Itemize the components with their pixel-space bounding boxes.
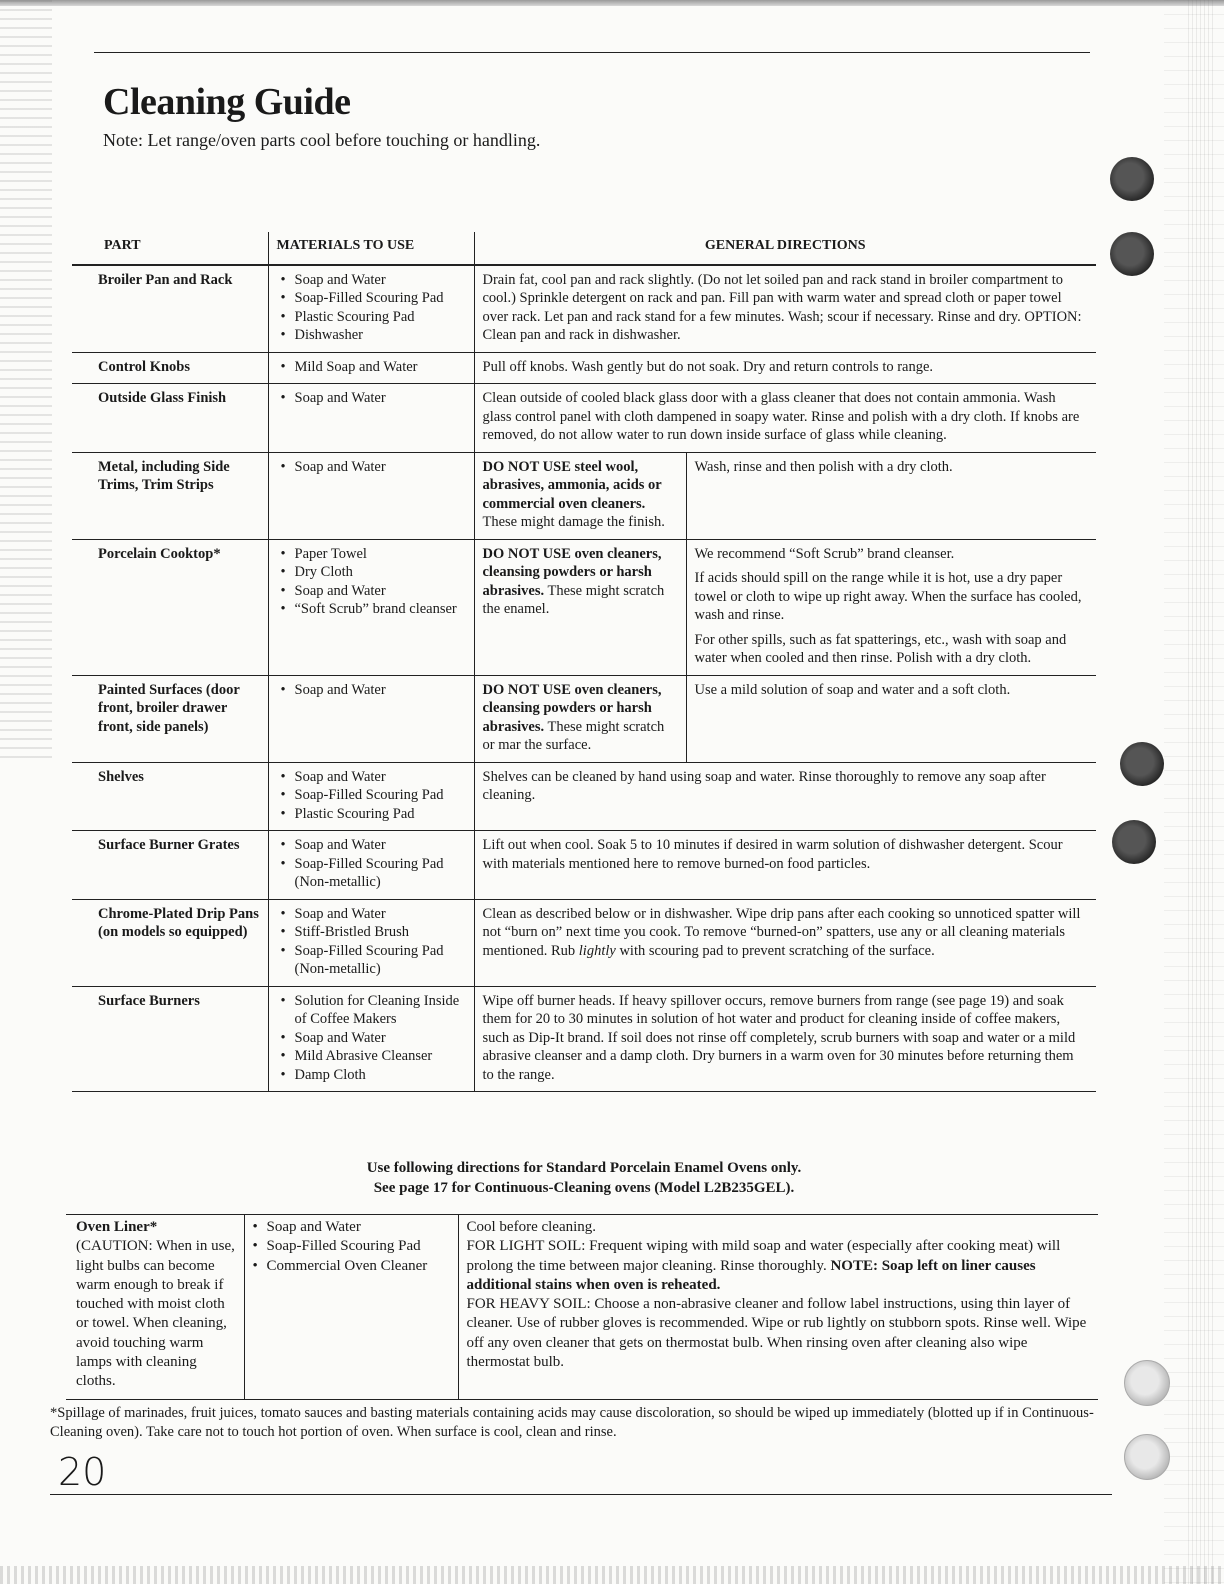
liner-caution: (CAUTION: When in use, light bulbs can become warm enough to break if touched with moist cloth or towel. When cleaning, avoid touching warm lamps with cleaning cloths.	[76, 1238, 235, 1390]
oven-liner-table	[66, 1214, 1098, 1400]
directions-emphasis: lightly	[578, 942, 616, 959]
header-materials: MATERIALS TO USE	[268, 232, 474, 265]
row-materials	[268, 675, 474, 762]
row-materials	[268, 539, 474, 675]
row-materials	[268, 352, 474, 384]
scan-right-edge	[1188, 0, 1216, 1584]
material-item: • Soap and Water	[281, 836, 466, 855]
binder-hole	[1124, 1360, 1170, 1406]
row-materials	[268, 265, 474, 353]
table-row	[72, 762, 1096, 831]
binder-hole	[1124, 1434, 1170, 1480]
row-materials	[268, 899, 474, 986]
binder-hole	[1112, 820, 1156, 864]
warning-text: These might damage the finish.	[482, 514, 665, 530]
row-directions: Pull off knobs. Wash gently but do not soak. Dry and return controls to range.	[474, 352, 1096, 384]
material-item: • Dishwasher	[281, 326, 466, 345]
direction-paragraph: If acids should spill on the range while it is hot, use a dry paper towel or cloth to wipe up right away. When the surface has cooled, wash and rinse.	[694, 570, 1082, 623]
material-item: • Soap and Water	[253, 1218, 450, 1237]
material-item: • Soap and Water	[281, 389, 466, 408]
material-item: • Soap and Water	[281, 582, 466, 601]
material-item: • Plastic Scouring Pad	[281, 805, 466, 824]
table-row	[72, 539, 1096, 675]
material-item: • Paper Towel	[281, 545, 466, 564]
table-row	[72, 899, 1096, 986]
material-item: • Soap-Filled Scouring Pad (Non-metallic)	[281, 855, 466, 892]
row-directions: Wash, rinse and then polish with a dry cloth.	[686, 452, 1096, 539]
row-materials	[268, 831, 474, 900]
warning-bold: DO NOT USE steel wool, abrasives, ammonia, acids or commercial oven cleaners.	[482, 458, 662, 512]
row-directions: Drain fat, cool pan and rack slightly. (Do not let soiled pan and rack stand in broiler compartment to cool.) Sprinkle detergent on rack and pan. Fill pan with warm water and spread cloth or paper towel over rack. Let pan and rack stand for a few minutes. Wash; scour if necessary. Rinse and dry. OPTION: Clean pan and rack in dishwasher.	[474, 265, 1096, 353]
row-part: Surface Burners	[98, 992, 200, 1009]
warning-text: These might scratch or mar the surface.	[482, 718, 665, 753]
scan-top-edge	[0, 0, 1224, 6]
row-directions: Clean outside of cooled black glass door with a glass cleaner that does not contain ammonia. Wash glass control panel with cloth dampened in soapy water. Rinse and polish with a dry cloth. If knobs are removed, do not allow water to run down inside surface of glass while cleaning.	[474, 384, 1096, 453]
material-item: • Dry Cloth	[281, 563, 466, 582]
table-row	[72, 265, 1096, 353]
material-item: • Mild Abrasive Cleanser	[281, 1047, 466, 1066]
table-row	[72, 831, 1096, 900]
row-warning	[474, 452, 686, 539]
row-materials	[268, 762, 474, 831]
table-row	[72, 452, 1096, 539]
top-rule	[94, 52, 1090, 53]
directions-text: with scouring pad to prevent scratching of the surface.	[615, 942, 935, 959]
header-directions: GENERAL DIRECTIONS	[474, 232, 1096, 265]
liner-part-title: Oven Liner*	[76, 1219, 158, 1235]
table-header-row	[72, 232, 1096, 265]
table-row	[72, 986, 1096, 1092]
header-part: PART	[104, 238, 141, 253]
table-row	[72, 675, 1096, 762]
material-item: • Soap-Filled Scouring Pad	[281, 289, 466, 308]
scan-left-margin	[0, 0, 52, 760]
row-part: Porcelain Cooktop*	[98, 545, 221, 562]
row-materials	[268, 452, 474, 539]
material-item: • Soap and Water	[281, 1029, 466, 1048]
row-part: Broiler Pan and Rack	[98, 271, 233, 288]
footnote: *Spillage of marinades, fruit juices, tomato sauces and basting materials containing acids may cause discoloration, so should be wiped up immediately (blotted up if in Continuous-Cleaning oven). Take care not to touch hot portion of oven. When surface is cool, clean and rinse.	[50, 1405, 1094, 1440]
row-part: Outside Glass Finish	[98, 390, 227, 406]
direction-paragraph: For other spills, such as fat spatterings, etc., wash with soap and water when cooled and then rinse. Polish with a dry cloth.	[694, 631, 1067, 666]
warning-text: These might scratch the enamel.	[482, 582, 665, 617]
row-directions: Wipe off burner heads. If heavy spillover occurs, remove burners from range (see page 19) and soak them for 20 to 30 minutes in solution of hot water and product for cleaning inside of coffee makers, such as Dip-It brand. If soil does not rinse off completely, scrub burners with soap and water or a mild abrasive cleanser and a damp cloth. Dry burners in a warm oven for 30 minutes before returning them to the range.	[474, 986, 1096, 1092]
row-directions	[474, 899, 1096, 986]
page-number: 20	[58, 1450, 107, 1494]
liner-direction-line: Cool before cleaning.	[466, 1219, 597, 1235]
binder-hole	[1110, 232, 1154, 276]
directions-text: Clean as described below or in dishwasher. Wipe drip pans after each cooking so unnoticed spatter will not “burn on” next time you cook. To remove “burned-on” spatters, use any or all cleaning materials mentioned. Rub	[482, 905, 1081, 959]
row-materials	[268, 384, 474, 453]
oven-type-note-line: Use following directions for Standard Porcelain Enamel Ovens only.	[366, 1160, 802, 1176]
row-part: Painted Surfaces (door front, broiler drawer front, side panels)	[98, 681, 240, 735]
table-row	[72, 384, 1096, 453]
row-warning	[474, 675, 686, 762]
row-directions: Use a mild solution of soap and water and a soft cloth.	[686, 675, 1096, 762]
row-directions: Shelves can be cleaned by hand using soap and water. Rinse thoroughly to remove any soap after cleaning.	[474, 762, 1096, 831]
row-warning	[474, 539, 686, 675]
liner-light-soil	[467, 1237, 1091, 1295]
oven-type-note-line: See page 17 for Continuous-Cleaning ovens (Model L2B235GEL).	[373, 1180, 795, 1196]
row-part: Metal, including Side Trims, Trim Strips	[98, 458, 230, 493]
liner-light-soil-text: FOR LIGHT SOIL: Frequent wiping with mild soap and water (especially after cooking meat) will prolong the time between major cleaning. Rinse thoroughly.	[466, 1238, 1061, 1274]
material-item: • Soap and Water	[281, 271, 466, 290]
binder-hole	[1120, 742, 1164, 786]
material-item: • Soap-Filled Scouring Pad	[281, 786, 466, 805]
row-part: Surface Burner Grates	[98, 837, 240, 853]
material-item: • Damp Cloth	[281, 1066, 466, 1085]
material-item: • Soap and Water	[281, 768, 466, 787]
liner-part	[66, 1215, 244, 1400]
direction-paragraph: We recommend “Soft Scrub” brand cleanser.	[694, 545, 955, 562]
page-title: Cleaning Guide	[103, 81, 351, 123]
material-item: • Plastic Scouring Pad	[281, 308, 466, 327]
bottom-rule	[50, 1494, 1112, 1495]
material-item: • Soap and Water	[281, 905, 466, 924]
liner-directions	[458, 1215, 1098, 1400]
page-note: Note: Let range/oven parts cool before touching or handling.	[103, 130, 541, 150]
table-row	[72, 352, 1096, 384]
material-item: • Soap and Water	[281, 681, 466, 700]
material-item: • Stiff-Bristled Brush	[281, 923, 466, 942]
row-materials	[268, 986, 474, 1092]
warning-bold: DO NOT USE oven cleaners, cleansing powders or harsh abrasives.	[482, 681, 662, 735]
row-directions: Lift out when cool. Soak 5 to 10 minutes if desired in warm solution of dishwasher detergent. Scour with materials mentioned here to remove burned-on food particles.	[474, 831, 1096, 900]
row-part: Control Knobs	[98, 358, 190, 375]
liner-heavy-soil: FOR HEAVY SOIL: Choose a non-abrasive cleaner and follow label instructions, using thin layer of cleaner. Use of rubber gloves is recommended. Wipe or rub lightly on stubborn spots. Rinse well. Wipe off any oven cleaner that gets on thermostat bulb. When rinsing oven after cleaning also wipe thermostat bulb.	[466, 1296, 1087, 1371]
material-item: • “Soft Scrub” brand cleanser	[281, 600, 466, 619]
oven-type-note	[72, 1158, 1096, 1198]
cleaning-guide-table	[72, 232, 1096, 1092]
material-item: • Mild Soap and Water	[281, 358, 466, 377]
scan-bottom-edge	[0, 1566, 1224, 1584]
row-part: Chrome-Plated Drip Pans (on models so equipped)	[98, 905, 259, 940]
row-part: Shelves	[98, 768, 144, 785]
warning-bold: DO NOT USE oven cleaners, cleansing powders or harsh abrasives.	[482, 545, 662, 599]
material-item: • Soap-Filled Scouring Pad (Non-metallic)	[281, 942, 466, 979]
material-item: • Solution for Cleaning Inside of Coffee Makers	[281, 992, 466, 1029]
material-item: • Soap-Filled Scouring Pad	[253, 1237, 450, 1256]
table-row	[66, 1215, 1098, 1400]
liner-materials	[244, 1215, 458, 1400]
material-item: • Commercial Oven Cleaner	[253, 1257, 450, 1276]
material-item: • Soap and Water	[281, 458, 466, 477]
liner-note: NOTE: Soap left on liner causes additional stains when oven is reheated.	[466, 1257, 1036, 1293]
binder-hole	[1110, 157, 1154, 201]
row-directions	[686, 539, 1096, 675]
